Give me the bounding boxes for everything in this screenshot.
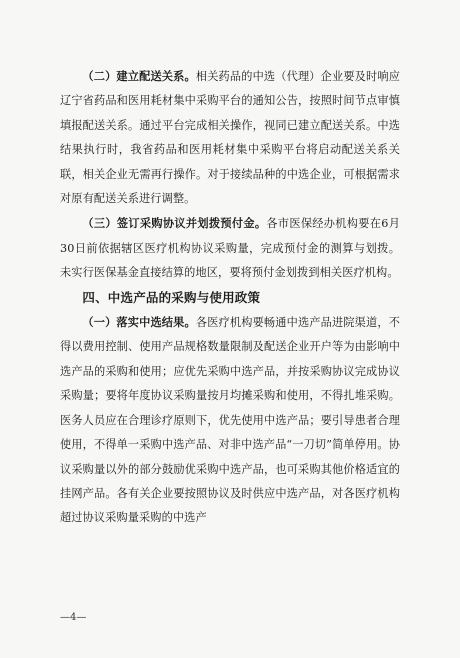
paragraph-implement-results xyxy=(60,310,400,531)
subheading-implement-results: （一）落实中选结果。 xyxy=(82,315,196,330)
subheading-sign-agreement: （三）签订采购协议并划拨预付金。 xyxy=(82,216,267,231)
paragraph-text: 各医疗机构要畅通中选产品进院渠道，不得以费用控制、使用产品规格数量限制及配送企业开户等为由影响中选产品的采购和使用；应优先采购中选产品，并按采购协议完成协议采购量；要将年度协议采购量按月均摊采购和使用，不得扎堆采购。医务人员应在合理诊疗原则下，优先使用中选产品；要引导患者合理使用，不得单一采购中选产品、对非中选产品“一刀切”简单停用。协议采购量以外的部分鼓励优采购中选产品，也可采购其他价格适宜的挂网产品。各有关企业要按照协议及时供应中选产品，对各医疗机构超过协议采购量采购的中选产 xyxy=(60,316,400,525)
document-body xyxy=(60,64,400,531)
page-number: —4— xyxy=(60,612,87,623)
subheading-establish-distribution: （二）建立配送关系。 xyxy=(82,69,196,83)
paragraph-text: 各市医保经办机构要在6月30日前依据辖区医疗机构协议采购量，完成预付金的测算与划拨。未实行医保基金直接结算的地区，要将预付金划拨到相关医疗机构。 xyxy=(60,217,400,280)
paragraph-text: 相关药品的中选（代理）企业要及时响应辽宁省药品和医用耗材集中采购平台的通知公告，按照时间节点审慎填报配送关系。通过平台完成相关操作，视同已建立配送关系。中选结果执行时，我省药品和医用耗材集中采购平台将启动配送关系关联，相关企业无需再行操作。对于接续品种的中选企业，可根据需求对原有配送关系进行调整。 xyxy=(60,70,400,206)
section-heading-procurement-policy: 四、中选产品的采购与使用政策 xyxy=(82,289,261,305)
paragraph-establish-distribution xyxy=(60,64,400,211)
paragraph-sign-agreement xyxy=(60,211,400,285)
